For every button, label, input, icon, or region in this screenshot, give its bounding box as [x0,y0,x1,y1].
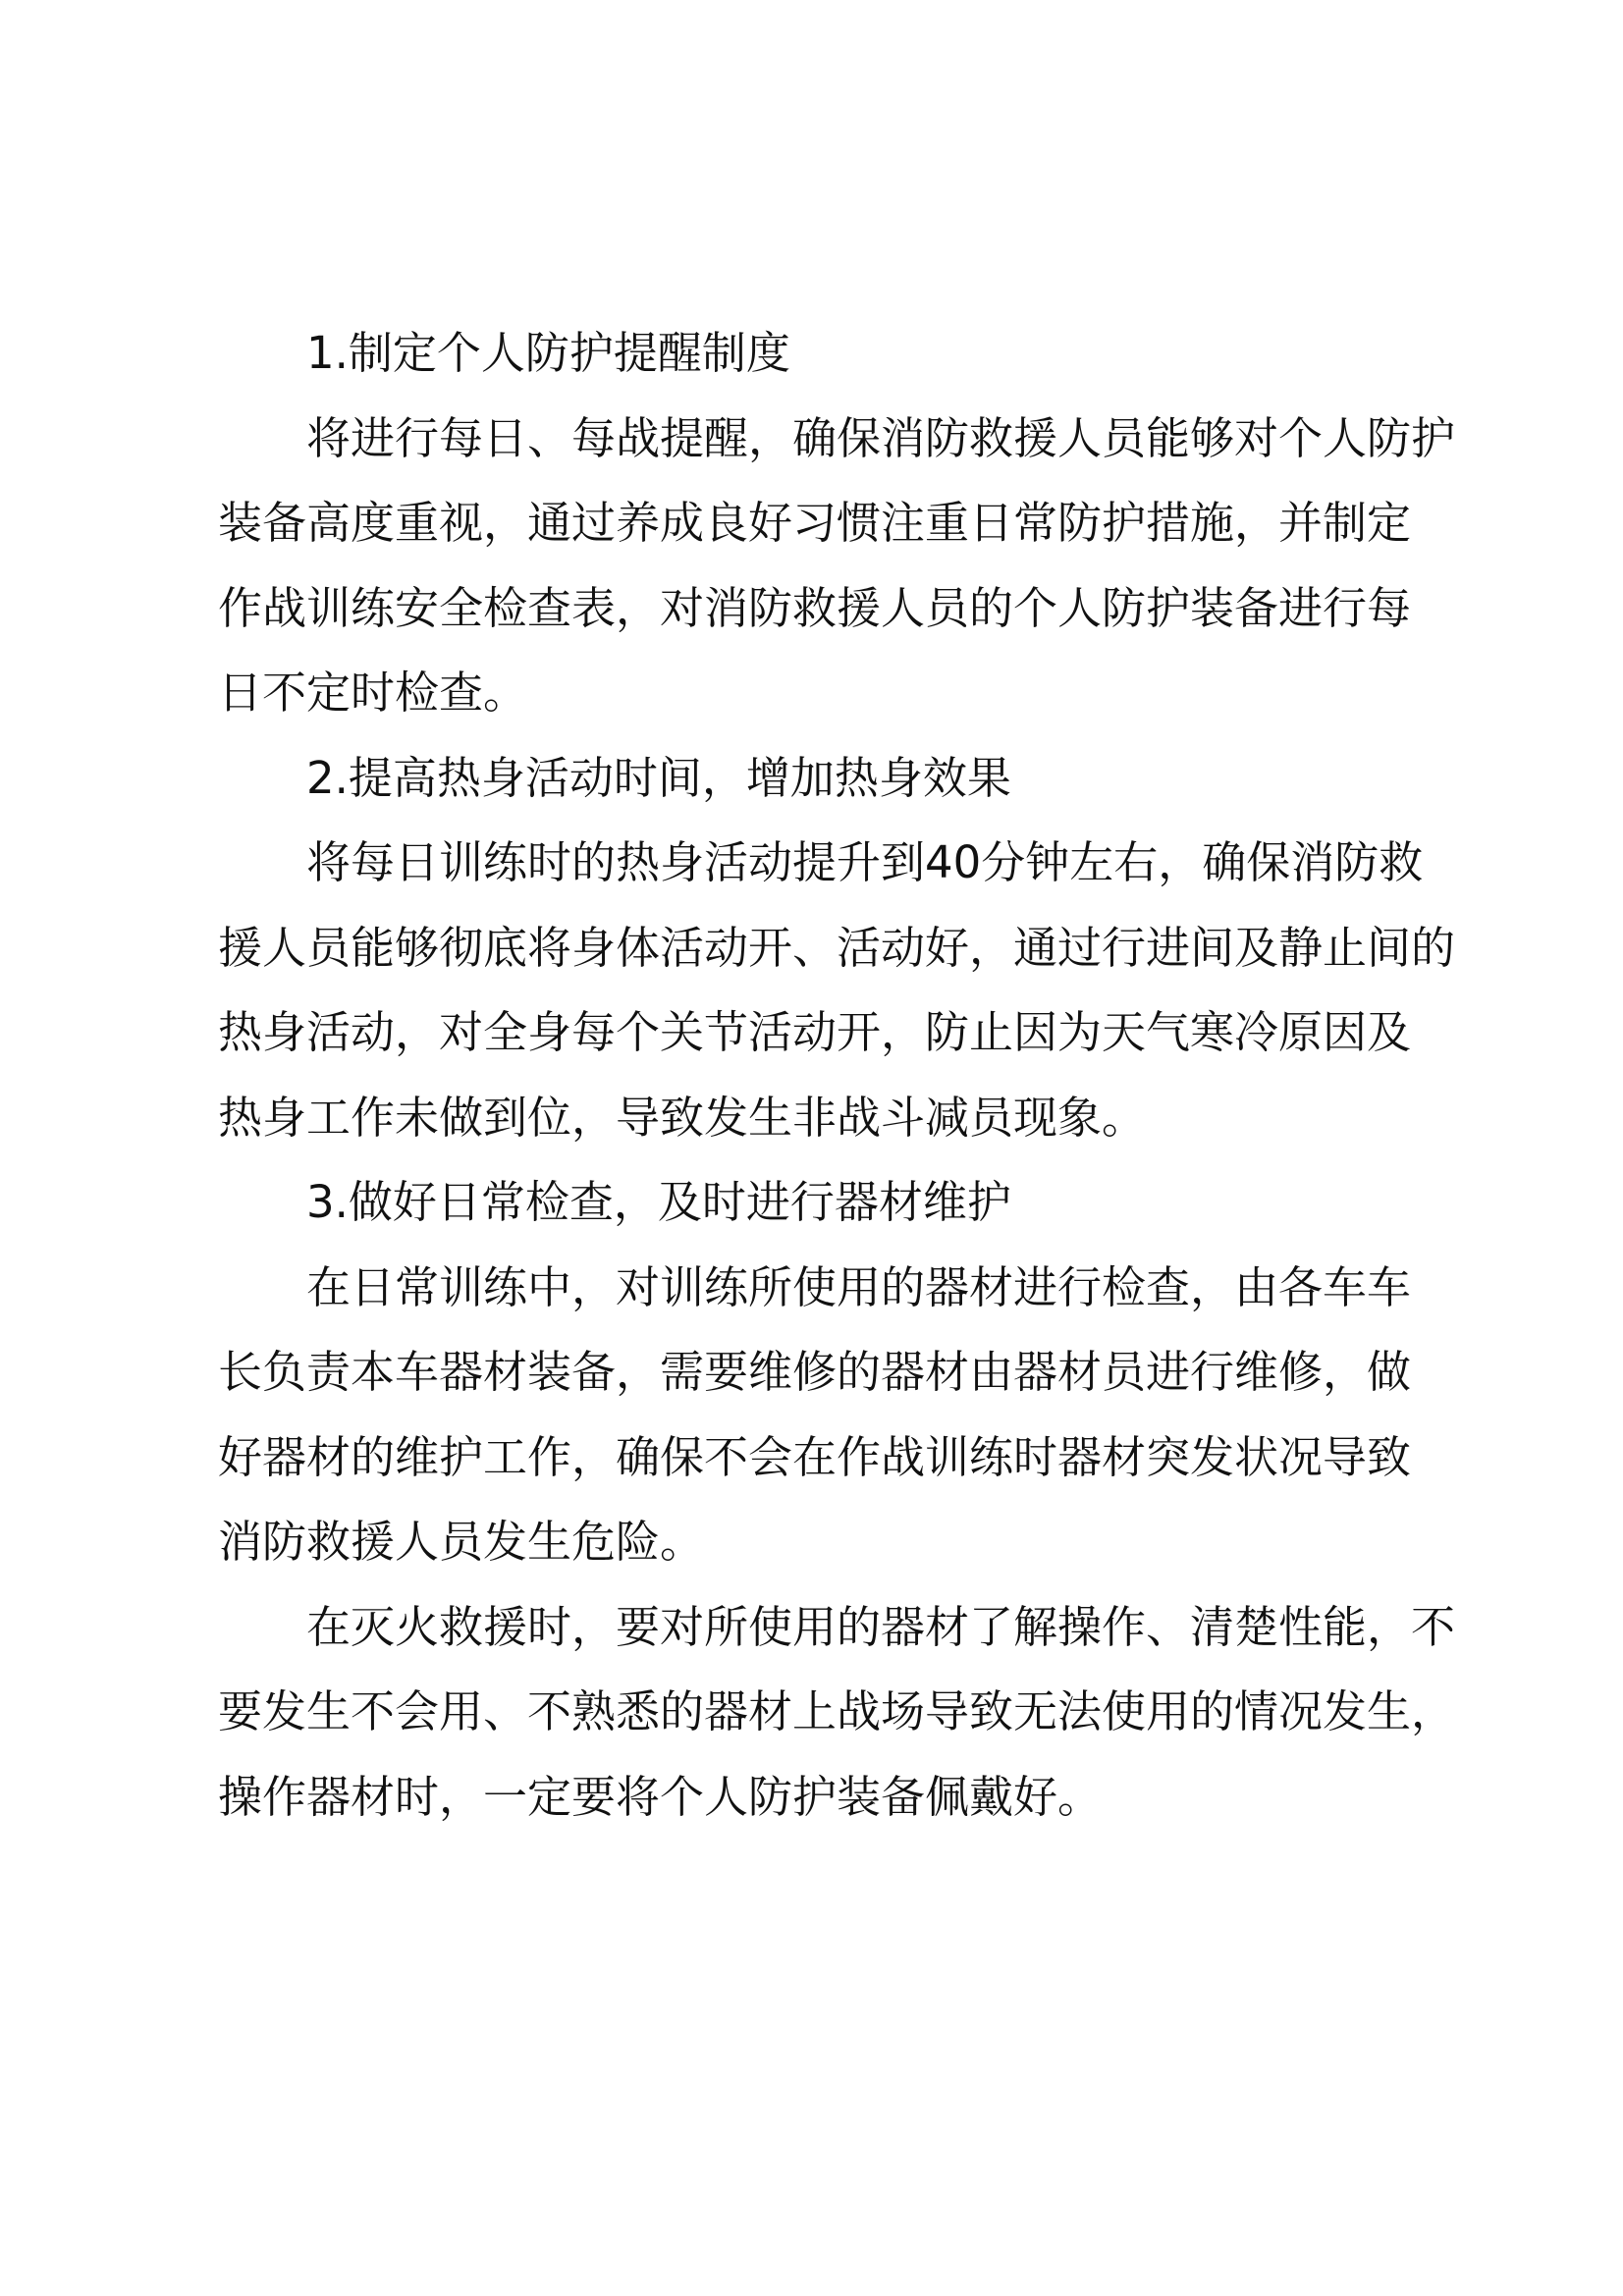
section-heading: 3.做好日常检查，及时进行器材维护 [306,1176,1011,1228]
paragraph-line: 作战训练安全检查表，对消防救援人员的个人防护装备进行每 [218,581,1412,634]
paragraph-line: 消防救援人员发生危险。 [218,1516,705,1568]
paragraph-line: 热身活动，对全身每个关节活动开，防止因为天气寒冷原因及 [218,1006,1412,1058]
paragraph-line: 援人员能够彻底将身体活动开、活动好，通过行进间及静止间的 [218,921,1456,974]
paragraph-line: 热身工作未做到位，导致发生非战斗减员现象。 [218,1091,1147,1144]
paragraph-line: 长负责本车器材装备，需要维修的器材由器材员进行维修，做 [218,1346,1412,1398]
paragraph-line: 将每日训练时的热身活动提升到40分钟左右，确保消防救 [306,836,1424,888]
section-heading: 1.制定个人防护提醒制度 [306,327,790,379]
paragraph-line: 在日常训练中，对训练所使用的器材进行检查，由各车车 [306,1260,1412,1313]
paragraph-line: 在灭火救援时，要对所使用的器材了解操作、清楚性能，不 [306,1600,1456,1653]
paragraph-line: 将进行每日、每战提醒，确保消防救援人员能够对个人防护 [306,411,1456,464]
paragraph-line: 要发生不会用、不熟悉的器材上战场导致无法使用的情况发生， [218,1685,1456,1737]
section-heading: 2.提高热身活动时间，增加热身效果 [306,751,1011,804]
paragraph-line: 装备高度重视，通过养成良好习惯注重日常防护措施，并制定 [218,497,1412,549]
document-body [218,311,1456,1840]
paragraph-line: 好器材的维护工作，确保不会在作战训练时器材突发状况导致 [218,1430,1412,1483]
paragraph-line: 操作器材时，一定要将个人防护装备佩戴好。 [218,1770,1103,1823]
paragraph-line: 日不定时检查。 [218,667,528,719]
